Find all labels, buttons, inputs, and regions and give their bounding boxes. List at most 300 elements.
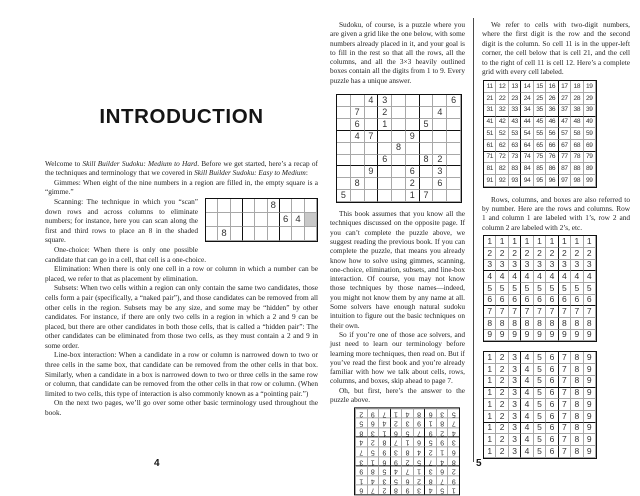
grid-cell: 8 xyxy=(571,388,583,400)
grid-cell: 3 xyxy=(509,260,521,272)
grid-cell: 8 xyxy=(351,178,365,190)
grid-cell: 3 xyxy=(355,456,367,466)
grid-cell: 19 xyxy=(584,81,596,93)
grid-cell: 3 xyxy=(509,352,521,364)
grid-cell: 6 xyxy=(390,428,402,438)
grid-cell: 55 xyxy=(534,128,546,140)
grid-cell: 7 xyxy=(484,306,496,318)
grid-cell: 87 xyxy=(559,163,571,175)
grid-cell: 18 xyxy=(571,81,583,93)
grid-cell: 1 xyxy=(484,364,496,376)
grid-cell: 6 xyxy=(546,295,558,307)
grid-cell: 65 xyxy=(534,140,546,152)
grid-cell xyxy=(447,107,461,119)
grid-cell: 8 xyxy=(571,364,583,376)
grid-cell: 77 xyxy=(559,152,571,164)
grid-cell: 54 xyxy=(521,128,533,140)
grid-cell: 53 xyxy=(509,128,521,140)
grid-cell: 9 xyxy=(367,408,379,418)
grid-cell: 64 xyxy=(521,140,533,152)
grid-cell: 5 xyxy=(534,423,546,435)
grid-cell: 8 xyxy=(401,447,413,457)
grid-cell xyxy=(447,155,461,167)
grid-cell: 7 xyxy=(424,456,436,466)
grid-cell: 27 xyxy=(559,93,571,105)
grid-cell: 1 xyxy=(534,236,546,248)
grid-cell xyxy=(378,190,392,202)
grid-cell: 91 xyxy=(484,175,496,187)
grid-cell: 9 xyxy=(584,364,596,376)
grid-cell: 2 xyxy=(496,388,508,400)
grid-cell xyxy=(337,155,351,167)
grid-cell: 5 xyxy=(367,447,379,457)
grid-cell xyxy=(218,213,230,227)
grid-cell: 9 xyxy=(401,485,413,495)
grid-cell: 6 xyxy=(447,95,461,107)
grid-cell xyxy=(351,155,365,167)
grid-cell: 5 xyxy=(534,364,546,376)
grid-cell: 4 xyxy=(401,408,413,418)
grid-cell: 8 xyxy=(521,318,533,330)
grid-cell: 3 xyxy=(546,260,558,272)
grid-cell xyxy=(218,199,230,213)
paragraph-cell-numbering: We refer to cells with two-digit numbers, where the first digit is the row and the second digit is the column. So cell 11 is in the upper-left corner, the cell below that is cell 21, and the cell to the right of cell 11 is cell 12. Here’s a complete grid with every cell labeled. xyxy=(482,20,630,77)
grid-cell: 1 xyxy=(447,485,459,495)
grid-cell: 2 xyxy=(355,408,367,418)
grid-cell: 5 xyxy=(390,475,402,485)
grid-cell: 6 xyxy=(280,213,292,227)
grid-cell: 6 xyxy=(424,408,436,418)
grid-cell: 4 xyxy=(378,418,390,428)
grid-cell: 41 xyxy=(484,117,496,129)
grid-cell xyxy=(420,107,434,119)
grid-cell: 5 xyxy=(534,388,546,400)
grid-cell: 6 xyxy=(484,295,496,307)
grid-cell: 9 xyxy=(571,330,583,342)
grid-cell: 5 xyxy=(571,283,583,295)
grid-cell: 5 xyxy=(424,437,436,447)
grid-cell: 3 xyxy=(496,260,508,272)
grid-cell: 32 xyxy=(496,105,508,117)
grid-cell xyxy=(337,131,351,143)
grid-cell xyxy=(392,178,406,190)
grid-cell xyxy=(305,227,317,241)
grid-cell: 9 xyxy=(584,446,596,458)
grid-cell: 1 xyxy=(378,119,392,131)
grid-cell xyxy=(447,190,461,202)
grid-cell: 1 xyxy=(484,399,496,411)
grid-cell xyxy=(255,213,267,227)
grid-cell: 8 xyxy=(546,318,558,330)
grid-cell xyxy=(206,199,218,213)
grid-cell: 5 xyxy=(546,283,558,295)
grid-cell: 6 xyxy=(546,364,558,376)
paragraph-row-col-numbering: Rows, columns, and boxes are also referred to by number. Here are the rows and columns. Row 1 and column 1 are labeled with 1’s, row 2 and column 2 are labeled with 2’s, etc. xyxy=(482,194,630,232)
grid-cell xyxy=(351,166,365,178)
grid-cell: 26 xyxy=(546,93,558,105)
grid-cell: 6 xyxy=(378,456,390,466)
grid-cell: 5 xyxy=(420,119,434,131)
grid-cell: 9 xyxy=(559,330,571,342)
grid-cell: 5 xyxy=(534,352,546,364)
grid-cell: 4 xyxy=(292,213,304,227)
grid-cell xyxy=(231,213,243,227)
grid-cell: 3 xyxy=(509,446,521,458)
grid-cell: 3 xyxy=(413,485,425,495)
grid-cell xyxy=(243,199,255,213)
grid-cell: 9 xyxy=(584,388,596,400)
grid-cell xyxy=(392,119,406,131)
grid-cell: 8 xyxy=(367,466,379,476)
column-numbers-grid xyxy=(483,351,597,458)
grid-cell: 9 xyxy=(584,434,596,446)
grid-cell xyxy=(243,227,255,241)
grid-cell: 7 xyxy=(559,306,571,318)
grid-cell: 2 xyxy=(413,475,425,485)
grid-cell: 51 xyxy=(484,128,496,140)
grid-cell: 1 xyxy=(571,236,583,248)
grid-cell: 4 xyxy=(521,376,533,388)
grid-cell: 8 xyxy=(571,434,583,446)
grid-cell: 6 xyxy=(433,178,447,190)
grid-cell: 9 xyxy=(534,330,546,342)
grid-cell: 8 xyxy=(571,352,583,364)
grid-cell: 4 xyxy=(521,411,533,423)
grid-cell xyxy=(268,213,280,227)
grid-cell: 4 xyxy=(365,95,379,107)
grid-cell: 8 xyxy=(509,318,521,330)
grid-cell: 8 xyxy=(413,408,425,418)
grid-cell xyxy=(392,155,406,167)
grid-cell: 31 xyxy=(484,105,496,117)
grid-cell: 45 xyxy=(534,117,546,129)
grid-cell: 5 xyxy=(447,408,459,418)
grid-cell: 1 xyxy=(355,475,367,485)
grid-cell: 47 xyxy=(559,117,571,129)
grid-cell: 92 xyxy=(496,175,508,187)
grid-cell: 56 xyxy=(546,128,558,140)
grid-cell: 6 xyxy=(436,466,448,476)
grid-cell xyxy=(392,166,406,178)
grid-cell: 5 xyxy=(401,428,413,438)
grid-cell xyxy=(447,119,461,131)
grid-cell: 2 xyxy=(378,485,390,495)
grid-cell: 7 xyxy=(401,466,413,476)
grid-cell: 5 xyxy=(534,434,546,446)
grid-cell: 7 xyxy=(521,306,533,318)
grid-cell: 4 xyxy=(390,466,402,476)
grid-cell xyxy=(337,178,351,190)
sudoku-puzzle-grid xyxy=(336,94,462,203)
grid-cell: 57 xyxy=(559,128,571,140)
grid-cell: 7 xyxy=(534,306,546,318)
grid-cell: 2 xyxy=(390,418,402,428)
grid-cell: 4 xyxy=(355,437,367,447)
grid-cell: 6 xyxy=(546,446,558,458)
grid-cell: 1 xyxy=(484,446,496,458)
grid-cell: 2 xyxy=(424,447,436,457)
grid-cell: 76 xyxy=(546,152,558,164)
grid-cell: 1 xyxy=(484,388,496,400)
grid-cell: 8 xyxy=(584,318,596,330)
grid-cell: 8 xyxy=(424,475,436,485)
grid-cell: 4 xyxy=(546,271,558,283)
grid-cell: 73 xyxy=(509,152,521,164)
grid-cell: 66 xyxy=(546,140,558,152)
grid-cell xyxy=(420,178,434,190)
grid-cell xyxy=(206,213,218,227)
grid-cell: 14 xyxy=(521,81,533,93)
grid-cell: 5 xyxy=(484,283,496,295)
grid-cell: 3 xyxy=(534,260,546,272)
grid-cell xyxy=(378,166,392,178)
grid-cell xyxy=(447,143,461,155)
grid-cell: 79 xyxy=(584,152,596,164)
grid-cell xyxy=(292,199,304,213)
grid-cell: 1 xyxy=(436,447,448,457)
grid-cell: 1 xyxy=(406,190,420,202)
grid-cell: 5 xyxy=(496,283,508,295)
grid-cell xyxy=(378,131,392,143)
grid-cell: 8 xyxy=(571,446,583,458)
grid-cell xyxy=(406,119,420,131)
grid-cell xyxy=(365,107,379,119)
grid-cell: 88 xyxy=(571,163,583,175)
grid-cell: 9 xyxy=(584,399,596,411)
grid-cell: 3 xyxy=(559,260,571,272)
grid-cell: 9 xyxy=(584,330,596,342)
grid-cell: 1 xyxy=(390,408,402,418)
grid-cell: 74 xyxy=(521,152,533,164)
grid-cell: 7 xyxy=(584,306,596,318)
grid-cell xyxy=(378,143,392,155)
grid-cell: 12 xyxy=(496,81,508,93)
grid-cell: 4 xyxy=(534,271,546,283)
grid-cell: 2 xyxy=(484,248,496,260)
grid-cell: 3 xyxy=(584,260,596,272)
grid-cell: 25 xyxy=(534,93,546,105)
grid-cell xyxy=(365,155,379,167)
grid-cell: 8 xyxy=(496,318,508,330)
paragraph: Elimination: When there is only one cell in a row or column in which a number can be placed, we refer to that as placement by elimination. xyxy=(45,264,318,283)
grid-cell: 9 xyxy=(584,411,596,423)
grid-cell xyxy=(420,143,434,155)
grid-cell: 2 xyxy=(534,248,546,260)
cell-labels-grid xyxy=(483,80,597,187)
grid-cell: 6 xyxy=(584,295,596,307)
grid-cell: 99 xyxy=(584,175,596,187)
grid-cell: 6 xyxy=(401,475,413,485)
grid-cell: 5 xyxy=(534,283,546,295)
grid-cell: 4 xyxy=(367,475,379,485)
grid-cell: 2 xyxy=(496,352,508,364)
grid-cell xyxy=(280,199,292,213)
grid-cell: 43 xyxy=(509,117,521,129)
grid-cell: 15 xyxy=(534,81,546,93)
grid-cell: 1 xyxy=(484,434,496,446)
grid-cell: 3 xyxy=(571,260,583,272)
grid-cell: 7 xyxy=(436,475,448,485)
page-number-4: 4 xyxy=(154,458,160,469)
paragraph: On the next two pages, we’ll go over some other basic terminology used throughout the book. xyxy=(45,398,318,418)
grid-cell xyxy=(420,131,434,143)
grid-cell: 4 xyxy=(521,352,533,364)
column-divider xyxy=(473,18,474,462)
grid-cell: 97 xyxy=(559,175,571,187)
grid-cell: 5 xyxy=(534,446,546,458)
grid-cell: 7 xyxy=(559,399,571,411)
grid-cell: 61 xyxy=(484,140,496,152)
grid-cell: 3 xyxy=(509,388,521,400)
grid-cell: 2 xyxy=(378,107,392,119)
grid-cell: 7 xyxy=(559,411,571,423)
grid-cell xyxy=(392,131,406,143)
grid-cell: 7 xyxy=(559,352,571,364)
grid-cell: 2 xyxy=(406,178,420,190)
grid-cell xyxy=(406,155,420,167)
grid-cell: 3 xyxy=(378,95,392,107)
grid-cell: 1 xyxy=(484,236,496,248)
grid-cell: 9 xyxy=(424,428,436,438)
grid-cell xyxy=(365,190,379,202)
grid-cell: 6 xyxy=(447,447,459,457)
grid-cell xyxy=(337,95,351,107)
grid-cell xyxy=(292,227,304,241)
grid-cell xyxy=(406,95,420,107)
grid-cell: 2 xyxy=(433,155,447,167)
grid-cell: 1 xyxy=(484,411,496,423)
grid-cell: 1 xyxy=(378,428,390,438)
grid-cell: 3 xyxy=(390,447,402,457)
grid-cell: 8 xyxy=(571,423,583,435)
grid-cell: 9 xyxy=(546,330,558,342)
grid-cell: 94 xyxy=(521,175,533,187)
grid-cell: 85 xyxy=(534,163,546,175)
page-4 xyxy=(45,18,318,470)
grid-cell: 1 xyxy=(413,466,425,476)
grid-cell: 3 xyxy=(509,411,521,423)
grid-cell xyxy=(337,107,351,119)
grid-cell: 4 xyxy=(521,364,533,376)
grid-cell xyxy=(255,199,267,213)
grid-cell: 6 xyxy=(546,376,558,388)
sudoku-answer-grid-upside-down xyxy=(354,407,460,495)
grid-cell: 59 xyxy=(584,128,596,140)
grid-cell xyxy=(351,190,365,202)
grid-cell: 3 xyxy=(378,475,390,485)
grid-cell xyxy=(447,131,461,143)
grid-cell: 7 xyxy=(390,437,402,447)
grid-cell: 1 xyxy=(484,423,496,435)
paragraph: Welcome to Skill Builder Sudoku: Medium to Hard. Before we get started, here’s a recap of the techniques and terminology that we covered in Skill Builder Sudoku: Easy to Medium: xyxy=(45,158,318,178)
grid-cell: 7 xyxy=(351,107,365,119)
grid-cell: 86 xyxy=(546,163,558,175)
grid-cell: 7 xyxy=(447,418,459,428)
grid-cell: 7 xyxy=(559,376,571,388)
grid-cell: 4 xyxy=(521,399,533,411)
grid-cell xyxy=(305,199,317,213)
grid-cell xyxy=(378,178,392,190)
grid-cell: 2 xyxy=(496,248,508,260)
grid-cell: 3 xyxy=(367,428,379,438)
grid-cell: 8 xyxy=(268,199,280,213)
grid-cell: 29 xyxy=(584,93,596,105)
grid-cell: 7 xyxy=(559,388,571,400)
grid-cell: 6 xyxy=(546,434,558,446)
grid-cell: 7 xyxy=(420,190,434,202)
grid-cell: 3 xyxy=(424,466,436,476)
grid-cell: 4 xyxy=(521,423,533,435)
grid-cell: 7 xyxy=(559,446,571,458)
grid-cell: 82 xyxy=(496,163,508,175)
grid-cell: 13 xyxy=(509,81,521,93)
grid-cell: 5 xyxy=(509,283,521,295)
grid-cell xyxy=(231,199,243,213)
grid-cell: 7 xyxy=(509,306,521,318)
grid-cell: 8 xyxy=(559,318,571,330)
grid-cell: 2 xyxy=(401,456,413,466)
grid-cell: 1 xyxy=(584,236,596,248)
grid-cell: 17 xyxy=(559,81,571,93)
grid-cell: 9 xyxy=(436,437,448,447)
grid-cell: 63 xyxy=(509,140,521,152)
grid-cell: 23 xyxy=(509,93,521,105)
grid-cell: 8 xyxy=(392,143,406,155)
grid-cell xyxy=(406,107,420,119)
grid-cell: 28 xyxy=(571,93,583,105)
grid-cell: 5 xyxy=(413,456,425,466)
grid-cell: 3 xyxy=(436,408,448,418)
grid-cell xyxy=(268,227,280,241)
grid-cell: 7 xyxy=(413,428,425,438)
grid-cell: 1 xyxy=(496,236,508,248)
grid-cell: 78 xyxy=(571,152,583,164)
grid-cell: 2 xyxy=(436,428,448,438)
grid-cell xyxy=(420,95,434,107)
grid-cell xyxy=(305,213,317,227)
grid-cell: 34 xyxy=(521,105,533,117)
grid-cell xyxy=(351,143,365,155)
grid-cell: 8 xyxy=(436,418,448,428)
grid-cell: 4 xyxy=(496,271,508,283)
grid-cell: 38 xyxy=(571,105,583,117)
grid-cell: 3 xyxy=(433,166,447,178)
grid-cell: 9 xyxy=(521,330,533,342)
grid-cell: 5 xyxy=(378,466,390,476)
grid-cell: 4 xyxy=(521,271,533,283)
grid-cell xyxy=(392,95,406,107)
grid-cell: 3 xyxy=(521,260,533,272)
grid-cell: 2 xyxy=(496,399,508,411)
paragraph: Gimmes: When eight of the nine numbers in a region are filled in, the empty square is a “gimme.” xyxy=(45,177,318,197)
grid-cell: 2 xyxy=(496,446,508,458)
grid-cell: 36 xyxy=(546,105,558,117)
grid-cell: 89 xyxy=(584,163,596,175)
grid-cell xyxy=(206,227,218,241)
grid-cell: 9 xyxy=(390,456,402,466)
grid-cell: 3 xyxy=(509,399,521,411)
grid-cell: 69 xyxy=(584,140,596,152)
grid-cell: 4 xyxy=(447,428,459,438)
paragraph: Subsets: When two cells within a region can only contain the same two candidates, those cells form a pair (specifically, a “naked pair”), and those candidates can be removed from all other cells in the region. Subsets may be any size, and some may be “hidden” by other candidates. For instance, if there are only two cells in a region in which a 2 and 9 can be placed, but there are other candidates in both those cells, that is called a “hidden pair”: The other candidates can be eliminated from those two cells, as they must contain a 2 and 9 in some order. xyxy=(45,283,318,350)
grid-cell: 9 xyxy=(406,131,420,143)
grid-cell: 2 xyxy=(496,376,508,388)
grid-cell: 2 xyxy=(367,437,379,447)
grid-cell: 8 xyxy=(355,428,367,438)
grid-cell: 8 xyxy=(571,376,583,388)
grid-cell: 9 xyxy=(484,330,496,342)
grid-cell: 58 xyxy=(571,128,583,140)
